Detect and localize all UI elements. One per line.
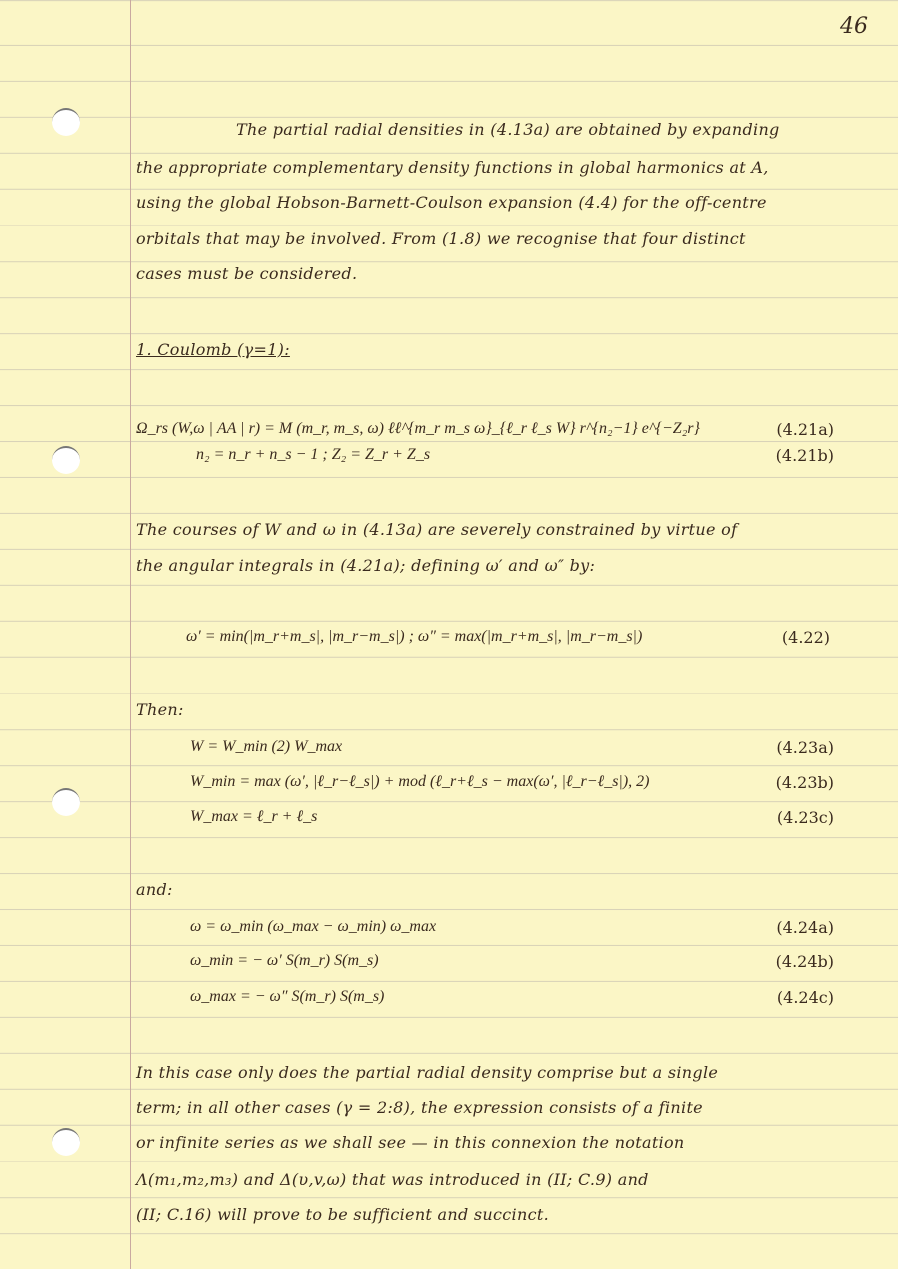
text-line: the angular integrals in (4.21a); defining ω′ and ω″ by: <box>136 556 596 575</box>
equation: W_max = ℓ_r + ℓ_s <box>190 808 318 825</box>
section-heading: 1. Coulomb (γ=1): <box>136 340 290 359</box>
text-line: Λ(m₁,m₂,m₃) and Δ(υ,v,ω) that was introduced in (II; C.9) and <box>136 1170 649 1189</box>
equation-label: (4.24c) <box>776 988 834 1007</box>
text-line: or infinite series as we shall see — in this connexion the notation <box>136 1133 685 1152</box>
equation: ω_max = − ω″ S(m_r) S(m_s) <box>190 988 385 1005</box>
margin-line <box>130 0 131 1269</box>
equation: ω′ = min(|m_r+m_s|, |m_r−m_s|) ; ω″ = max(|m_r+m_s|, |m_r−m_s|) <box>186 628 643 645</box>
equation-label: (4.23b) <box>775 773 834 792</box>
page-number: 46 <box>840 14 868 39</box>
text-line: using the global Hobson-Barnett-Coulson expansion (4.4) for the off-centre <box>136 193 767 212</box>
text-line: the appropriate complementary density functions in global harmonics at A, <box>136 158 769 177</box>
equation-label: (4.22) <box>781 628 830 647</box>
equation: n₂ = n_r + n_s − 1 ; Z₂ = Z_r + Z_s <box>196 446 431 463</box>
text-line: term; in all other cases (γ = 2:8), the expression consists of a finite <box>136 1098 703 1117</box>
equation: ω = ω_min (ω_max − ω_min) ω_max <box>190 918 437 935</box>
punch-hole <box>52 446 80 474</box>
equation: W_min = max (ω′, |ℓ_r−ℓ_s|) + mod (ℓ_r+ℓ_s − max(ω′, |ℓ_r−ℓ_s|), 2) <box>190 773 650 790</box>
text-line: The partial radial densities in (4.13a) are obtained by expanding <box>236 120 780 139</box>
text-line: Then: <box>136 700 184 719</box>
equation-label: (4.24a) <box>776 918 834 937</box>
equation: ω_min = − ω′ S(m_r) S(m_s) <box>190 952 379 969</box>
equation-label: (4.24b) <box>775 952 834 971</box>
equation-label: (4.23c) <box>776 808 834 827</box>
punch-hole <box>52 108 80 136</box>
text-line: In this case only does the partial radial density comprise but a single <box>136 1063 719 1082</box>
equation-label: (4.21b) <box>775 446 834 465</box>
text-line: cases must be considered. <box>136 264 358 283</box>
text-line: orbitals that may be involved. From (1.8) we recognise that four distinct <box>136 229 746 248</box>
punch-hole <box>52 1128 80 1156</box>
equation: W = W_min (2) W_max <box>190 738 343 755</box>
text-line: The courses of W and ω in (4.13a) are severely constrained by virtue of <box>136 520 738 539</box>
text-line: (II; C.16) will prove to be sufficient and succinct. <box>136 1205 549 1224</box>
text-line: and: <box>136 880 173 899</box>
equation-label: (4.21a) <box>776 420 834 439</box>
equation-label: (4.23a) <box>776 738 834 757</box>
punch-hole <box>52 788 80 816</box>
equation: Ω_rs (W,ω | AA | r) = M (m_r, m_s, ω) ℓℓ^{m_r m_s ω}_{ℓ_r ℓ_s W} r^{n₂−1} e^{−Z₂r} <box>136 420 700 437</box>
